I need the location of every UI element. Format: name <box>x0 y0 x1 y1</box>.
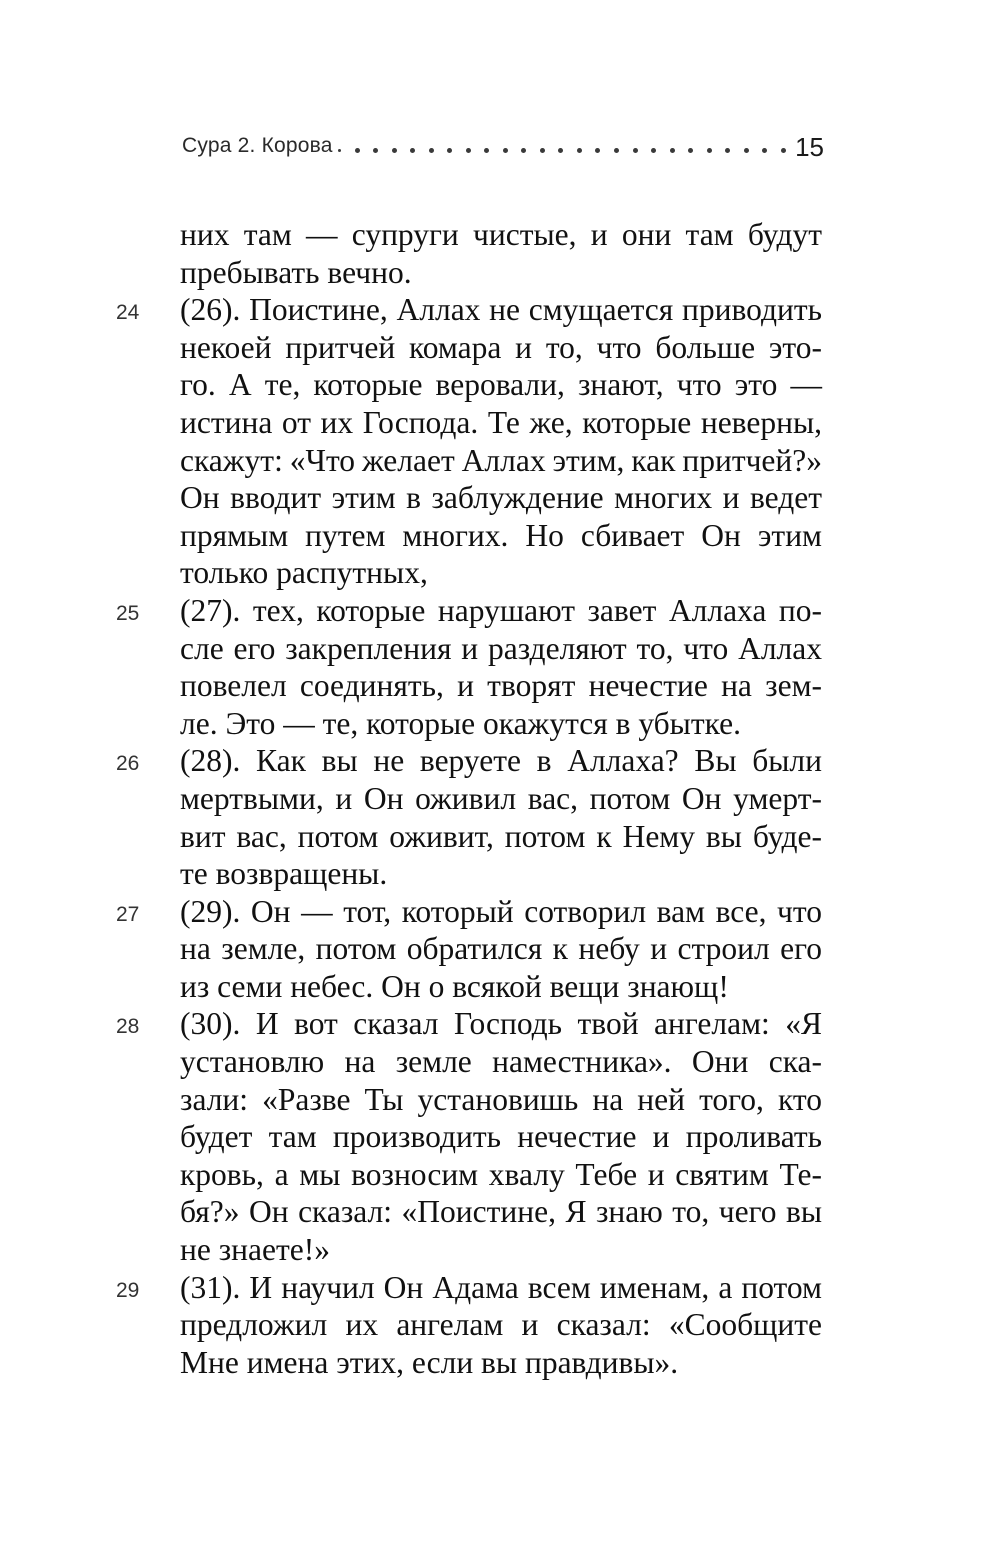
line-text: скажут: «Что желает Аллах этим, как притчей?» <box>180 442 822 478</box>
line-text: них там — супруги чистые, и они там будут <box>180 217 822 252</box>
text-line <box>116 1269 822 1307</box>
line-text: прямым путем многих. Но сбивает Он этим <box>180 517 822 553</box>
text-line <box>180 667 822 705</box>
leader-dot <box>429 148 434 153</box>
leader-dot <box>410 148 415 153</box>
text-line <box>180 818 822 856</box>
text-line <box>180 479 822 517</box>
line-text: установлю на земле наместника». Они ска- <box>180 1044 822 1080</box>
leader-dot <box>725 148 730 153</box>
verse-number: 25 <box>116 601 140 625</box>
line-text: (26). Поистине, Аллах не смущается приводить <box>180 292 822 328</box>
leader-dot <box>355 148 360 153</box>
leader-dot <box>540 148 545 153</box>
line-text: мертвыми, и Он оживил вас, потом Он умерт- <box>180 780 822 816</box>
line-text: предложил их ангелам и сказал: «Сообщите <box>180 1307 822 1343</box>
text-line <box>116 1005 822 1043</box>
line-text: (30). И вот сказал Господь твой ангелам: «Я <box>180 1006 822 1042</box>
line-text: пребывать вечно. <box>180 254 412 290</box>
text-line <box>180 254 822 292</box>
leader-dot <box>633 148 638 153</box>
line-text: вит вас, потом оживит, потом к Нему вы буде- <box>180 818 822 854</box>
line-text: некоей притчей комара и то, что больше это- <box>180 329 822 365</box>
text-line <box>180 404 822 442</box>
text-line <box>180 705 822 743</box>
leader-dot <box>503 148 508 153</box>
leader-dot <box>447 148 452 153</box>
leader-dot <box>614 148 619 153</box>
text-line <box>180 930 822 968</box>
line-text: будет там производить нечестие и проливать <box>180 1119 822 1155</box>
leader-dot <box>373 148 378 153</box>
line-text: зали: «Разве Ты установишь на ней того, кто <box>180 1081 822 1117</box>
leader-dot <box>392 148 397 153</box>
text-line <box>180 968 822 1006</box>
leader-dot <box>577 148 582 153</box>
text-line <box>180 1344 822 1382</box>
line-text: кровь, а мы возносим хвалу Тебе и святим Те- <box>180 1156 822 1192</box>
page-body <box>116 216 822 1381</box>
leader-dot <box>338 149 341 152</box>
text-line <box>180 780 822 818</box>
line-text: Мне имена этих, если вы правдивы». <box>180 1344 679 1380</box>
line-text: те возвращены. <box>180 856 388 892</box>
leader-dot <box>651 148 656 153</box>
text-line <box>180 554 822 592</box>
leader-dot <box>466 148 471 153</box>
leader-dot <box>595 148 600 153</box>
text-line <box>180 216 822 254</box>
line-text: на земле, потом обратился к небу и строил его <box>180 931 822 967</box>
line-text: бя?» Он сказал: «Поистине, Я знаю то, чего вы <box>180 1194 822 1230</box>
line-text: сле его закрепления и разделяют то, что Аллах <box>180 630 822 666</box>
leader-dot <box>762 148 767 153</box>
leader-dot <box>484 148 489 153</box>
text-line <box>180 1231 822 1269</box>
text-line <box>116 291 822 329</box>
text-line <box>116 592 822 630</box>
line-text: (27). тех, которые нарушают завет Аллаха по- <box>180 592 822 628</box>
leader-dot <box>670 148 675 153</box>
text-line <box>180 1118 822 1156</box>
verse-number: 28 <box>116 1015 140 1039</box>
text-line <box>180 1306 822 1344</box>
verse-number: 26 <box>116 752 140 776</box>
text-line <box>180 366 822 404</box>
leader-dot <box>558 148 563 153</box>
text-line <box>116 742 822 780</box>
text-line <box>180 1081 822 1119</box>
text-line <box>180 329 822 367</box>
verse-number: 29 <box>116 1278 140 1302</box>
text-line <box>180 1193 822 1231</box>
verse-number: 24 <box>116 301 140 325</box>
dot-leader <box>338 132 786 166</box>
text-line <box>180 855 822 893</box>
line-text: (31). И научил Он Адама всем именам, а потом <box>180 1269 822 1305</box>
verse-number: 27 <box>116 902 140 926</box>
line-text: го. А те, которые веровали, знают, что это — <box>180 367 822 403</box>
line-text: повелел соединять, и творят нечестие на зем- <box>180 668 822 704</box>
line-text: не знаете!» <box>180 1232 330 1268</box>
line-text: (29). Он — тот, который сотворил вам все, что <box>180 893 822 929</box>
leader-dot <box>744 148 749 153</box>
line-text: Он вводит этим в заблуждение многих и ведет <box>180 480 822 516</box>
text-line <box>180 630 822 668</box>
running-head <box>182 132 824 166</box>
line-text: (28). Как вы не веруете в Аллаха? Вы были <box>180 743 822 779</box>
running-title: Сура 2. Корова <box>182 134 333 157</box>
page-number: 15 <box>795 132 824 162</box>
line-text: из семи небес. Он о всякой вещи знающ! <box>180 968 729 1004</box>
text-line <box>116 893 822 931</box>
text-line <box>180 1156 822 1194</box>
leader-dot <box>707 148 712 153</box>
line-text: истина от их Господа. Те же, которые неверны, <box>180 404 822 440</box>
text-line <box>180 442 822 480</box>
line-text: ле. Это — те, которые окажутся в убытке. <box>180 705 741 741</box>
line-text: только распутных, <box>180 555 428 591</box>
text-line <box>180 1043 822 1081</box>
text-line <box>180 517 822 555</box>
leader-dot <box>781 148 786 153</box>
leader-dot <box>688 148 693 153</box>
leader-dot <box>521 148 526 153</box>
